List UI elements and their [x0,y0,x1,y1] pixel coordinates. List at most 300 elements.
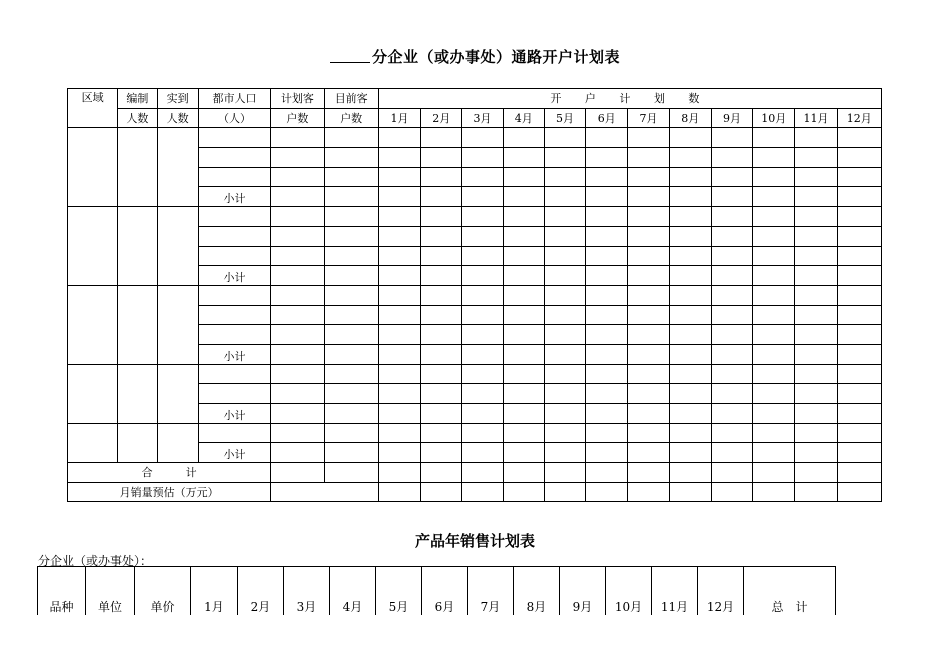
table-cell [324,384,378,404]
actual-cell [157,364,198,423]
table-cell [271,187,324,207]
table-cell [462,285,503,305]
table-cell [324,325,378,345]
table-cell [378,423,420,443]
table-cell [324,344,378,364]
table-cell [462,384,503,404]
table-cell [271,325,324,345]
table-cell [324,463,378,483]
table-cell [795,226,837,246]
table-cell [544,148,585,168]
table-cell [544,443,585,463]
table-cell [503,344,544,364]
table-cell [628,128,669,148]
table-cell [324,128,378,148]
table-cell [795,325,837,345]
header-planned-count: 户数 [271,108,324,128]
table-cell [711,167,752,187]
sales-header-cell: 8月 [514,567,560,615]
table-cell [462,344,503,364]
table-cell [503,423,544,443]
table-cell [711,305,752,325]
annual-sales-plan-table [37,566,836,615]
actual-cell [157,128,198,207]
table-cell [544,266,585,286]
table-cell [753,128,795,148]
table-cell [462,305,503,325]
table-cell [421,187,462,207]
month-header: 9月 [711,108,752,128]
table-cell [378,384,420,404]
table-cell [378,404,420,424]
table-cell [421,305,462,325]
population-cell [198,167,270,187]
table-cell [544,463,585,483]
table-cell [837,384,881,404]
table-cell [628,482,669,502]
table-cell [628,266,669,286]
population-cell [198,423,270,443]
header-current-accounts: 目前客 [324,89,378,109]
header-population: 都市人口 [198,89,270,109]
table-cell [837,364,881,384]
header-row [68,89,882,109]
table-cell [271,266,324,286]
table-cell [544,404,585,424]
table-cell [462,226,503,246]
region-cell [68,285,118,364]
subtotal-label: 小计 [198,344,270,364]
sales-plan-title: 产品年销售计划表 [414,532,535,550]
table-cell [462,364,503,384]
table-cell [711,482,752,502]
table-cell [837,226,881,246]
sales-header-cell: 总 计 [744,567,836,615]
table-cell [462,128,503,148]
table-cell [324,226,378,246]
table-cell [271,404,324,424]
table-cell [378,128,420,148]
population-cell [198,246,270,266]
table-cell [324,423,378,443]
table-cell [628,384,669,404]
table-cell [421,423,462,443]
table-cell [378,226,420,246]
table-cell [378,167,420,187]
table-cell [628,285,669,305]
total-label: 合 计 [68,463,271,483]
table-cell [711,266,752,286]
table-cell [669,128,711,148]
population-cell [198,226,270,246]
table-cell [586,207,628,227]
table-cell [753,207,795,227]
table-cell [669,364,711,384]
table-cell [753,325,795,345]
plan-title [0,46,950,67]
table-cell [271,246,324,266]
table-cell [503,246,544,266]
sales-header-cell: 12月 [698,567,744,615]
table-cell [324,404,378,424]
table-cell [271,167,324,187]
table-cell [628,423,669,443]
table-cell [837,246,881,266]
table-cell [628,404,669,424]
sales-header-cell: 10月 [606,567,652,615]
table-cell [421,285,462,305]
table-cell [711,187,752,207]
table-cell [462,148,503,168]
table-cell [503,128,544,148]
table-cell [586,423,628,443]
table-cell [421,364,462,384]
table-cell [503,482,544,502]
table-cell [711,443,752,463]
table-cell [586,404,628,424]
table-cell [586,325,628,345]
table-cell [324,246,378,266]
subtotal-label: 小计 [198,404,270,424]
table-cell [669,443,711,463]
table-row [68,423,882,443]
table-cell [837,305,881,325]
table-cell [837,167,881,187]
header-actual: 实到 [157,89,198,109]
table-cell [795,285,837,305]
table-cell [544,423,585,443]
table-cell [628,207,669,227]
table-cell [837,423,881,443]
table-cell [753,443,795,463]
table-cell [669,207,711,227]
table-cell [837,128,881,148]
table-cell [271,384,324,404]
header-opening-plan: 开 户 计 划 数 [378,89,881,109]
table-cell [711,384,752,404]
table-cell [462,463,503,483]
table-cell [421,226,462,246]
table-cell [378,187,420,207]
table-cell [628,246,669,266]
table-cell [378,443,420,463]
table-row [68,364,882,384]
sales-header-cell: 单位 [86,567,135,615]
header-population-unit: （人） [198,108,270,128]
table-cell [271,128,324,148]
table-cell [503,364,544,384]
month-header: 2月 [421,108,462,128]
header-region: 区域 [68,89,118,128]
table-cell [421,404,462,424]
table-cell [753,266,795,286]
header-actual-count: 人数 [157,108,198,128]
table-cell [753,226,795,246]
table-cell [271,423,324,443]
table-cell [421,384,462,404]
population-cell [198,384,270,404]
table-cell [378,463,420,483]
table-cell [503,325,544,345]
table-cell [462,443,503,463]
table-cell [378,285,420,305]
table-cell [669,482,711,502]
table-cell [421,325,462,345]
monthly-sales-label: 月销量预估（万元） [68,482,271,502]
table-cell [795,482,837,502]
table-cell [324,187,378,207]
table-cell [753,364,795,384]
table-cell [421,246,462,266]
table-cell [753,384,795,404]
table-row [68,207,882,227]
table-cell [378,148,420,168]
sales-header-row [38,567,836,615]
table-cell [378,266,420,286]
month-header: 12月 [837,108,881,128]
table-cell [711,344,752,364]
population-cell [198,148,270,168]
population-cell [198,305,270,325]
sales-header-cell: 2月 [238,567,284,615]
table-cell [837,148,881,168]
table-cell [544,364,585,384]
table-cell [628,364,669,384]
table-cell [711,148,752,168]
month-header: 11月 [795,108,837,128]
table-cell [586,384,628,404]
table-cell [586,128,628,148]
sales-header-cell: 7月 [468,567,514,615]
table-cell [324,443,378,463]
table-cell [795,423,837,443]
header-staff: 编制 [118,89,157,109]
month-header: 10月 [753,108,795,128]
table-cell [837,285,881,305]
table-cell [503,226,544,246]
table-cell [503,148,544,168]
sales-header-cell: 单价 [135,567,191,615]
month-header: 3月 [462,108,503,128]
table-cell [586,364,628,384]
table-cell [628,187,669,207]
table-cell [271,344,324,364]
table-cell [669,148,711,168]
table-cell [753,246,795,266]
table-cell [503,167,544,187]
table-cell [586,148,628,168]
table-cell [753,344,795,364]
table-cell [669,246,711,266]
table-cell [271,305,324,325]
table-cell [628,305,669,325]
table-cell [378,482,420,502]
table-cell [628,463,669,483]
table-cell [795,246,837,266]
table-cell [586,266,628,286]
sales-header-cell: 6月 [422,567,468,615]
table-cell [795,266,837,286]
table-cell [503,463,544,483]
table-cell [421,128,462,148]
table-cell [795,384,837,404]
table-cell [795,364,837,384]
table-cell [462,246,503,266]
staff-cell [118,128,157,207]
table-cell [544,305,585,325]
table-cell [462,325,503,345]
table-cell [271,207,324,227]
title-blank-line [330,48,370,63]
table-cell [711,285,752,305]
table-cell [544,207,585,227]
table-cell [271,148,324,168]
table-cell [462,187,503,207]
staff-cell [118,423,157,462]
table-cell [628,167,669,187]
table-cell [271,285,324,305]
table-cell [324,148,378,168]
table-cell [378,207,420,227]
table-cell [795,207,837,227]
table-cell [544,285,585,305]
table-cell [837,344,881,364]
table-cell [544,128,585,148]
table-cell [837,404,881,424]
table-cell [837,325,881,345]
table-cell [503,207,544,227]
table-cell [753,167,795,187]
sales-estimate-row [68,482,882,502]
table-cell [421,443,462,463]
sales-header-cell: 11月 [652,567,698,615]
table-cell [378,305,420,325]
table-cell [753,187,795,207]
table-cell [795,128,837,148]
table-cell [544,187,585,207]
table-cell [753,285,795,305]
table-cell [462,404,503,424]
table-cell [669,285,711,305]
table-cell [669,404,711,424]
sales-header-cell: 9月 [560,567,606,615]
region-cell [68,423,118,462]
table-cell [837,463,881,483]
month-header: 5月 [544,108,585,128]
table-cell [421,344,462,364]
table-cell [795,148,837,168]
table-cell [462,167,503,187]
table-cell [669,325,711,345]
table-cell [544,167,585,187]
region-cell [68,207,118,286]
sales-header-cell: 品种 [38,567,86,615]
population-cell [198,325,270,345]
table-cell [711,404,752,424]
table-cell [586,344,628,364]
actual-cell [157,207,198,286]
staff-cell [118,285,157,364]
account-opening-plan-table [67,88,882,502]
table-cell [324,266,378,286]
table-cell [462,482,503,502]
table-cell [628,325,669,345]
table-cell [544,384,585,404]
table-cell [503,404,544,424]
table-cell [544,246,585,266]
table-cell [669,226,711,246]
table-cell [503,443,544,463]
table-cell [586,305,628,325]
table-cell [271,463,324,483]
table-cell [837,187,881,207]
header-current-count: 户数 [324,108,378,128]
table-cell [711,128,752,148]
month-header: 7月 [628,108,669,128]
table-cell [795,404,837,424]
table-cell [669,187,711,207]
table-cell [586,167,628,187]
table-cell [795,463,837,483]
table-cell [669,423,711,443]
table-cell [544,344,585,364]
table-cell [586,187,628,207]
table-cell [711,226,752,246]
table-cell [753,305,795,325]
table-cell [795,344,837,364]
header-row [68,108,882,128]
staff-cell [118,364,157,423]
subtotal-label: 小计 [198,443,270,463]
table-cell [462,207,503,227]
table-cell [669,305,711,325]
table-cell [462,266,503,286]
table-cell [503,384,544,404]
table-cell [378,344,420,364]
table-cell [628,226,669,246]
month-header: 4月 [503,108,544,128]
table-cell [421,167,462,187]
table-cell [544,482,585,502]
subtotal-label: 小计 [198,266,270,286]
region-cell [68,128,118,207]
table-cell [421,463,462,483]
table-cell [503,305,544,325]
table-cell [271,226,324,246]
plan-title-text: 分企业（或办事处）通路开户计划表 [371,48,620,66]
table-cell [586,226,628,246]
table-cell [324,207,378,227]
table-cell [711,207,752,227]
table-cell [421,207,462,227]
table-row [68,128,882,148]
table-cell [586,482,628,502]
sales-estimate-value [271,482,379,502]
table-cell [711,246,752,266]
month-header: 1月 [378,108,420,128]
table-cell [378,325,420,345]
sales-header-cell: 1月 [191,567,238,615]
header-planned-accounts: 计划客 [271,89,324,109]
actual-cell [157,423,198,462]
table-cell [503,266,544,286]
table-cell [753,463,795,483]
table-cell [669,266,711,286]
table-cell [795,167,837,187]
table-cell [711,423,752,443]
table-cell [503,187,544,207]
table-cell [324,167,378,187]
